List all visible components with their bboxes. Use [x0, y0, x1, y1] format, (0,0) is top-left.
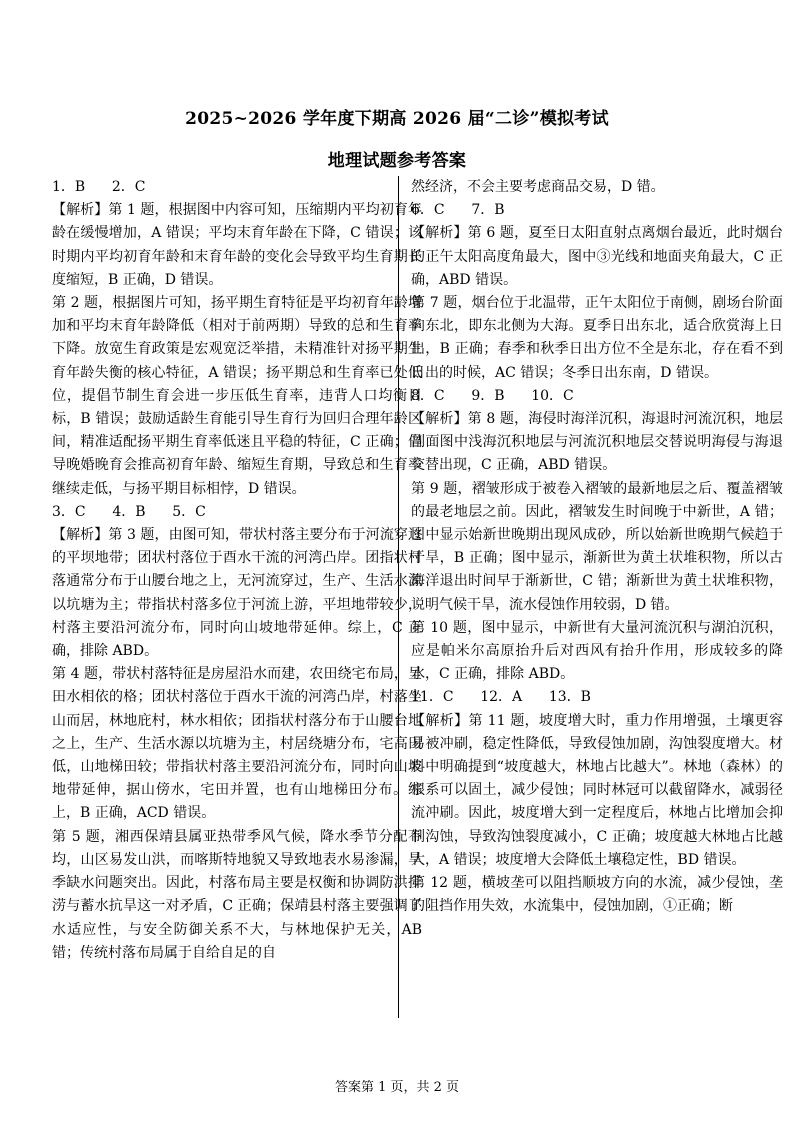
explanation-para: 【解析】第 8 题，海侵时海洋沉积，海退时河流沉积，地层剖面图中浅海沉积地层与河流沉积地层交替说明海侵与海退交替出现，C 正确，ABD 错误。	[411, 411, 783, 474]
explanation-para: 【解析】第 11 题，坡度增大时，重力作用增强，土壤更容易被冲刷，稳定性降低，导致侵蚀加剧，沟蚀裂度增大。材料中明确提到“坡度越大，林地占比越大”。林地（森林）的根系可以固土，减少侵蚀；同时林冠可以截留降水，减弱径流冲刷。因此，坡度增大到一定程度后，林地占比增加会抑制沟蚀，导致沟蚀裂度减小，C 正确；坡度越大林地占比越大，A 错误；坡度增大会降低土壤稳定性，BD 错误。	[411, 712, 783, 868]
answer-line: 8．C 9．B 10．C	[411, 387, 574, 404]
answer-line: 11．C 12．A 13．B	[411, 689, 591, 706]
column-divider	[398, 176, 399, 1018]
answer-line: 1．B 2．C	[52, 179, 146, 195]
explanation-para: 然经济，不会主要考虑商品交易，D 错。	[411, 179, 665, 195]
answer-line: 6．C 7．B	[411, 202, 505, 219]
explanation-para: 【解析】第 6 题，夏至日太阳直射点离烟台最近，此时烟台的正午太阳高度角最大，图中③光线和地面夹角最大，C 正确，ABD 错误。	[411, 225, 783, 288]
explanation-para: 第 5 题，湘西保靖县属亚热带季风气候，降水季节分配不均，山区易发山洪，而喀斯特地貌又导致地表水易渗漏，旱季缺水问题突出。因此，村落布局主要是权衡和协调防洪排涝与蓄水抗旱这一对矛盾，C 正确；保靖县村落主要强调了水适应性，与安全防御关系不大，与林地保护无关，AB 错；传统村落布局属于自给自足的自	[52, 828, 422, 961]
explanation-para: 第 7 题，烟台位于北温带，正午太阳位于南侧，剧场台阶面向东北，即东北侧为大海。夏季日出东北，适合欣赏海上日出，B 正确；春季和秋季日出方位不全是东北，存在看不到日出的时候，AC 错误；冬季日出东南，D 错误。	[411, 295, 783, 381]
exam-title: 2025~2026 学年度下期高 2026 届“二诊”模拟考试	[185, 109, 609, 129]
explanation-para: 第 2 题，根据图片可知，扬平期生育特征是平均初育年龄增加和平均末育年龄降低（相对于前两期）导致的总和生育率下降。放宽生育政策是宏观宽泛举措，未精准针对扬平期生育年龄失衡的核心特征，A 错误；扬平期总和生育率已处低位，提倡节制生育会进一步压低生育率，违背人口均衡目标，B 错误；鼓励适龄生育能引导生育行为回归合理年龄区间，精准适配扬平期生育率低迷且平稳的特征，C 正确；倡导晚婚晚育会推高初育年龄、缩短生育期，导致总和生育率继续走低，与扬平期目标相悖，D 错误。	[52, 295, 422, 497]
explanation-para: 第 4 题，带状村落特征是房屋沿水而建，农田绕宅布局，呈田水相依的格；团状村落位于酉水干流的河湾凸岸，村落坐山而居，林地庇村，林水相依；团指状村落分布于山腰台地之上，生产、生活水源以坑塘为主，村居绕塘分布，宅高田低，山地梯田较；带指状村落主要沿河流分布，同时向山坡地带延伸，据山傍水，宅田并置，也有山地梯田分布。综上，B 正确，ACD 错误。	[52, 666, 422, 822]
right-column	[411, 176, 783, 919]
page-footer: 答案第 1 页，共 2 页	[334, 1080, 460, 1095]
explanation-para: 第 9 题，褶皱形成于被卷入褶皱的最新地层之后、覆盖褶皱的最老地层之前。因此，褶皱发生时间晚于中新世，A 错；图中显示始新世晚期出现风成砂，所以始新世晚期气候趋于干旱，B 正确；图中显示，渐新世为黄土状堆积物，所以古海洋退出时间早于渐新世，C 错；渐新世为黄土状堆积物，说明气候干旱，流水侵蚀作用较弱，D 错。	[411, 480, 783, 613]
explanation-para: 第 10 题，图中显示，中新世有大量河流沉积与湖泊沉积，应是帕米尔高原抬升后对西风有抬升作用，形成较多的降水，C 正确，排除 ABD。	[411, 619, 783, 683]
answer-key-subtitle: 地理试题参考答案	[327, 151, 467, 171]
left-column	[52, 176, 422, 965]
explanation-para: 第 12 题，横坡垄可以阻挡顺坡方向的水流，减少侵蚀，垄的阻挡作用失效，水流集中，侵蚀加剧，①正确；断	[411, 875, 783, 915]
explanation-para: 【解析】第 1 题，根据图中内容可知，压缩期内平均初育年龄在缓慢增加，A 错误；平均末育年龄在下降，C 错误；该时期内平均初育年龄和末育年龄的变化会导致平均生育期长度缩短，B 正确，D 错误。	[52, 202, 422, 288]
answer-line: 3．C 4．B 5．C	[52, 503, 206, 520]
explanation-para: 【解析】第 3 题，由图可知，带状村落主要分布于河流穿过的平坝地带；团状村落位于酉水干流的河湾凸岸。团指状村落通常分布于山腰台地之上，无河流穿过，生产、生活水源以坑塘为主；带指状村落多位于河流上游，平坦地带较少，村落主要沿河流分布，同时向山坡地带延伸。综上，C 正确，排除 ABD。	[52, 527, 422, 660]
